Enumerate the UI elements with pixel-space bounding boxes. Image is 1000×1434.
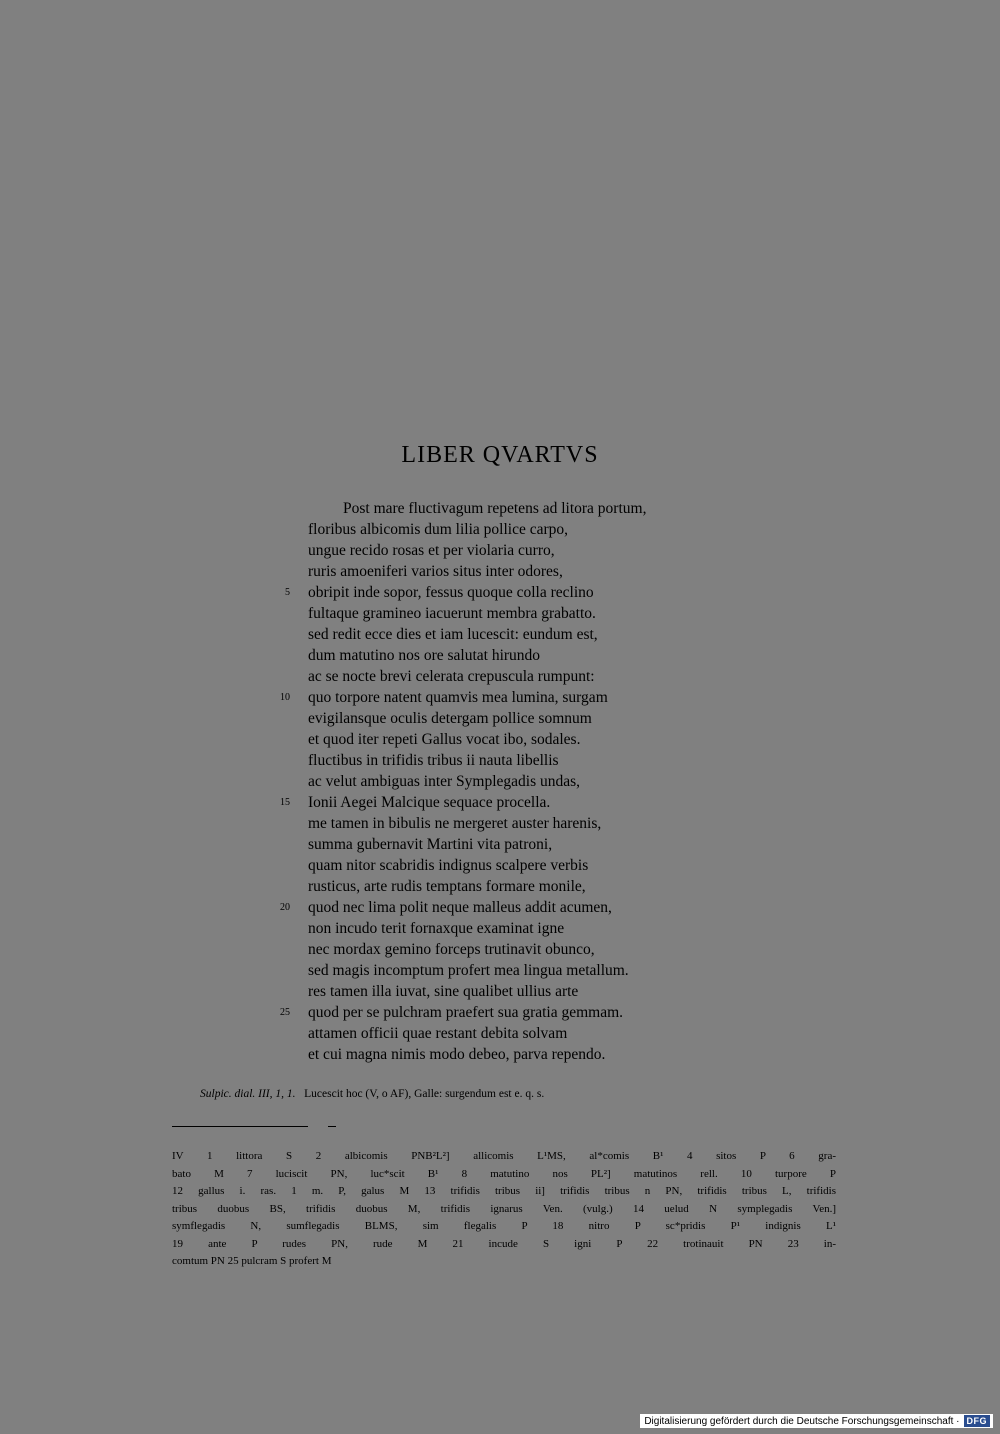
apparatus-line: comtum PN 25 pulcram S profert M [172,1255,332,1267]
source-note [200,1088,544,1100]
apparatus-line: IV 1 littora S 2 albicomis PNB²L²] allicomis L¹MS, al*comis B¹ 4 sitos P 6 gra- [172,1150,836,1162]
verse-text: Post mare fluctivagum repetens ad litora portum, [343,500,647,517]
footnote-divider [172,1126,308,1127]
verse-text: non incudo terit fornaxque examinat igne [308,920,565,937]
apparatus-line: bato M 7 luciscit PN, luc*scit B¹ 8 matutino nos PL²] matutinos rell. 10 turpore P [172,1167,836,1180]
verse-line [260,729,760,750]
verse-line [260,855,760,876]
verse-text: me tamen in bibulis ne mergeret auster harenis, [308,815,602,832]
apparatus-line: 12 gallus i. ras. 1 m. P, galus M 13 trifidis tribus ii] trifidis tribus n PN, trifidis tribus L, trifidis [172,1185,836,1197]
verse-line [260,498,760,519]
verse-text: ac se nocte brevi celerata crepuscula rumpunt: [308,668,595,685]
verse-text: rusticus, arte rudis temptans formare monile, [308,878,586,895]
verse-text: et quod iter repeti Gallus vocat ibo, sodales. [308,731,581,748]
footnote-divider-mark [328,1126,336,1127]
verse-line [260,645,760,666]
verse-text: fluctibus in trifidis tribus ii nauta libellis [308,752,559,769]
verse-line [260,603,760,624]
book-title: LIBER QVARTVS [401,442,599,468]
verse-text: ruris amoeniferi varios situs inter odores, [308,563,563,580]
source-reference: Sulpic. dial. III, 1, 1. [200,1088,296,1100]
verse-text: ungue recido rosas et per violaria curro, [308,542,555,559]
line-number: 20 [280,902,290,913]
verse-line [260,666,760,687]
verse-text: dum matutino nos ore salutat hirundo [308,647,541,664]
verse-line [260,750,760,771]
line-number: 10 [280,692,290,703]
verse-text: quod per se pulchram praefert sua gratia gemmam. [308,1004,624,1021]
line-number: 25 [280,1007,290,1018]
verse-text: obripit inde sopor, fessus quoque colla reclino [308,584,594,601]
verse-line [260,1023,760,1044]
verse-line [260,708,760,729]
verse-text: fultaque gramineo iacuerunt membra grabatto. [308,605,596,622]
verse-line [260,519,760,540]
verse-line [260,540,760,561]
verse-text: res tamen illa iuvat, sine qualibet ullius arte [308,983,579,1000]
apparatus-line: 19 ante P rudes PN, rude M 21 incude S igni P 22 trotinauit PN 23 in- [172,1237,836,1250]
verse-line [260,792,760,813]
verse-line [260,1044,760,1065]
verse-text: attamen officii quae restant debita solvam [308,1025,568,1042]
verse-text: evigilansque oculis detergam pollice somnum [308,710,592,727]
verse-line [260,687,760,708]
verse-text: floribus albicomis dum lilia pollice carpo, [308,521,568,538]
verse-text: sed redit ecce dies et iam lucescit: eundum est, [308,626,598,643]
verse-line [260,561,760,582]
verse-text: Ionii Aegei Malcique sequace procella. [308,794,551,811]
verse-line [260,834,760,855]
verse-text: et cui magna nimis modo debeo, parva rependo. [308,1046,606,1063]
funding-text: Digitalisierung gefördert durch die Deutsche Forschungsgemeinschaft · [644,1415,960,1427]
verse-text: sed magis incomptum profert mea lingua metallum. [308,962,629,979]
verse-text: nec mordax gemino forceps trutinavit obunco, [308,941,595,958]
verse-line [260,876,760,897]
apparatus-line: symflegadis N, sumflegadis BLMS, sim flegalis P 18 nitro P sc*pridis P¹ indignis L¹ [172,1220,836,1232]
dfg-logo: DFG [964,1415,991,1427]
verse-text: quo torpore natent quamvis mea lumina, surgam [308,689,608,706]
line-number: 15 [280,797,290,808]
verse-line [260,897,760,918]
verse-text: quod nec lima polit neque malleus addit acumen, [308,899,612,916]
verse-line [260,582,760,603]
verse-line [260,981,760,1002]
verse-text: ac velut ambiguas inter Symplegadis undas, [308,773,581,790]
line-number: 5 [285,587,290,598]
verse-text: summa gubernavit Martini vita patroni, [308,836,553,853]
verse-text: quam nitor scabridis indignus scalpere verbis [308,857,589,874]
verse-line [260,918,760,939]
funding-banner [640,1414,993,1428]
apparatus-line: tribus duobus BS, trifidis duobus M, trifidis ignarus Ven. (vulg.) 14 uelud N symplegadis Ven.] [172,1202,836,1215]
verse-line [260,771,760,792]
poem-text [260,498,760,1065]
critical-apparatus [172,1148,836,1271]
verse-line [260,1002,760,1023]
verse-line [260,813,760,834]
source-quote: Lucescit hoc (V, o AF), Galle: surgendum est e. q. s. [304,1088,545,1100]
verse-line [260,960,760,981]
verse-line [260,939,760,960]
verse-line [260,624,760,645]
